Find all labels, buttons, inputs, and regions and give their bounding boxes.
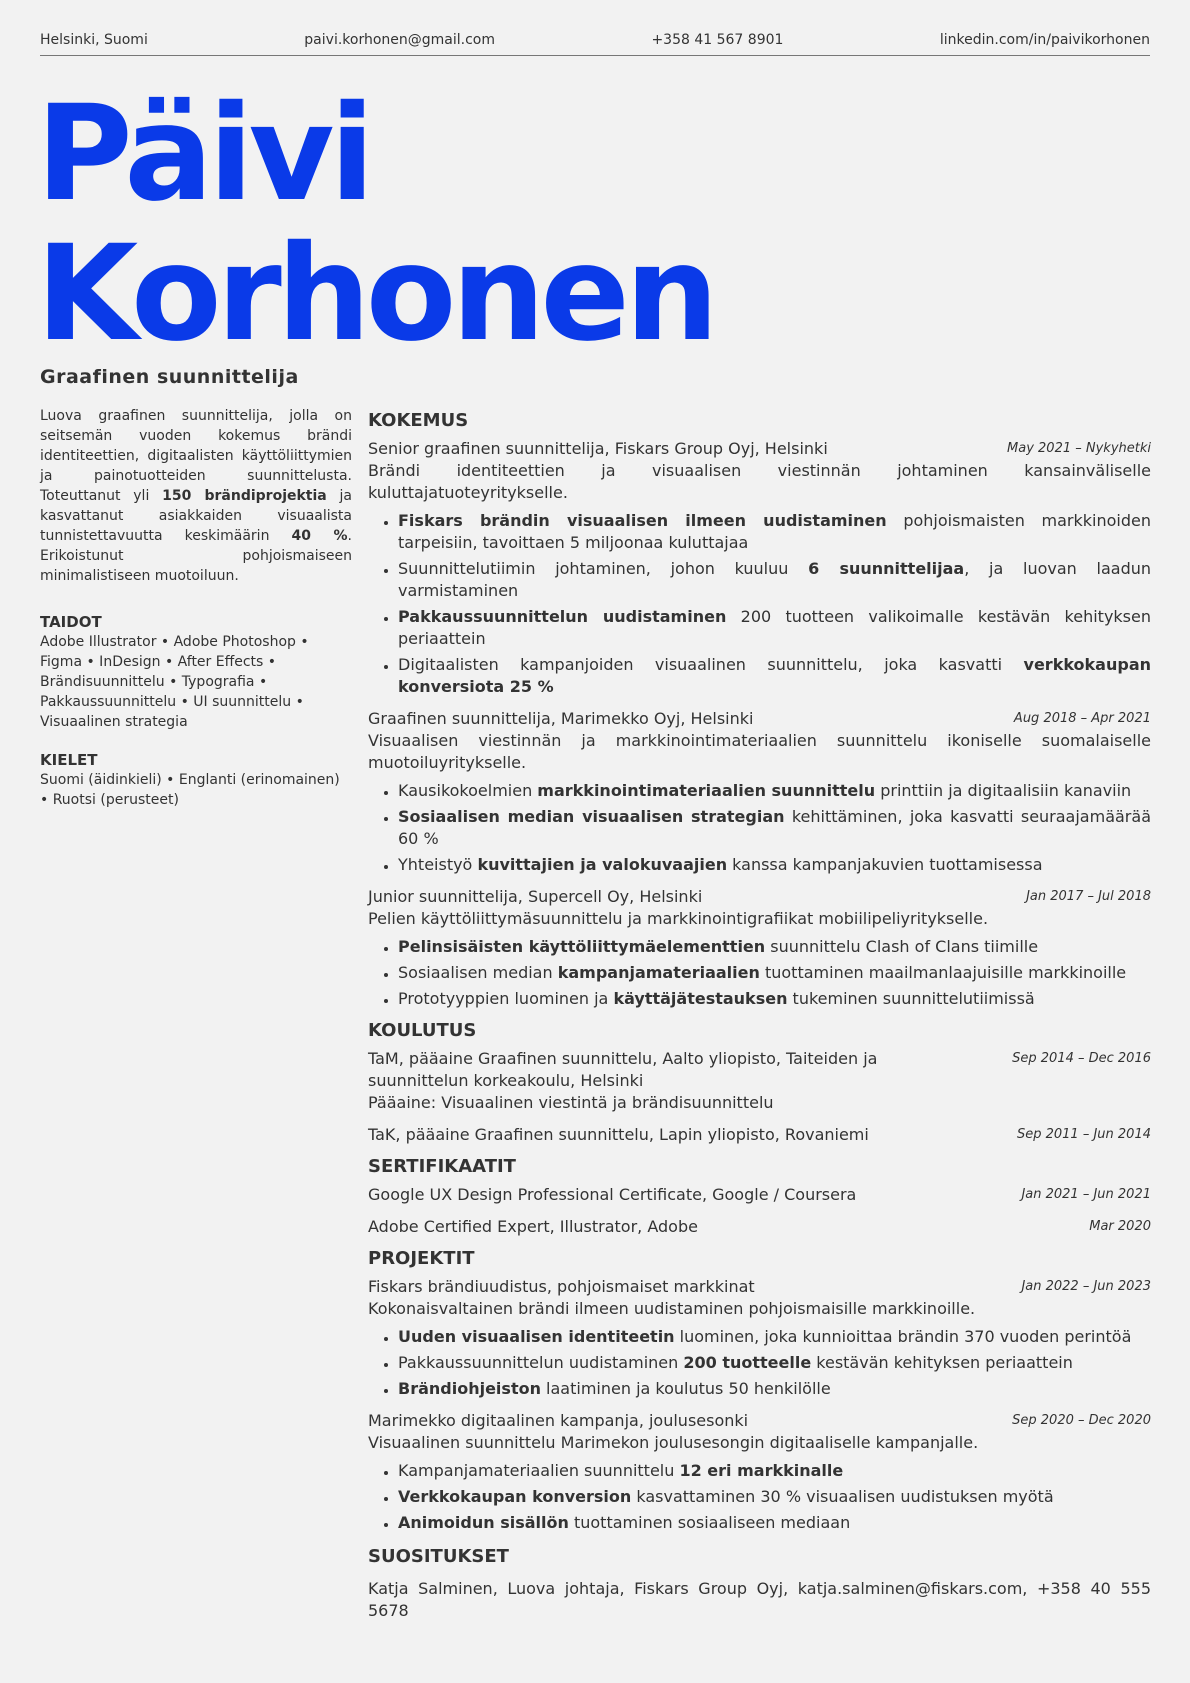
job-entry-header bbox=[368, 438, 1151, 460]
bullet-item: • Pakkaussuunnittelun uudistaminen 200 tuotteelle kestävän kehityksen periaattein bbox=[398, 1352, 1151, 1374]
contact-linkedin[interactable]: linkedin.com/in/paivikorhonen bbox=[939, 32, 1150, 48]
project-description: Visuaalinen suunnittelu Marimekon joulusesongin digitaaliselle kampanjalle. bbox=[368, 1433, 979, 1452]
project-entry bbox=[368, 1276, 1151, 1400]
bullet-item: • Digitaalisten kampanjoiden visuaalinen suunnittelu, joka kasvatti verkkokaupan konversiota 25 % bbox=[398, 654, 1151, 698]
contact-bar bbox=[40, 32, 1150, 56]
project-date: Sep 2020 – Dec 2020 bbox=[1012, 1413, 1151, 1428]
project-bullets bbox=[368, 1326, 1151, 1400]
contact-phone[interactable]: +358 41 567 8901 bbox=[651, 32, 784, 48]
bullet-item: • Suunnittelutiimin johtaminen, johon kuuluu 6 suunnittelijaa, ja luovan laadun varmistaminen bbox=[398, 558, 1151, 602]
bullet-item: • Pakkaussuunnittelun uudistaminen 200 tuotteen valikoimalle kestävän kehityksen periaattein bbox=[398, 606, 1151, 650]
education-date: Sep 2011 – Jun 2014 bbox=[1016, 1127, 1151, 1142]
certificates-list bbox=[368, 1184, 1151, 1238]
references-heading: SUOSITUKSET bbox=[368, 1546, 509, 1567]
certificate-title: Adobe Certified Expert, Illustrator, Adobe bbox=[368, 1217, 698, 1236]
job-entry-header bbox=[368, 886, 1151, 908]
bullet-item: • Brändiohjeiston laatiminen ja koulutus 50 henkilölle bbox=[398, 1378, 1151, 1400]
project-bullets bbox=[368, 1460, 1151, 1534]
education-list bbox=[368, 1048, 1151, 1146]
certificate-entry-header bbox=[368, 1184, 1151, 1206]
job-entry bbox=[368, 438, 1151, 698]
bullet-item: • Animoidun sisällön tuottaminen sosiaaliseen mediaan bbox=[398, 1512, 1151, 1534]
job-bullets bbox=[368, 780, 1151, 876]
project-title: Marimekko digitaalinen kampanja, joulusesonki bbox=[368, 1411, 749, 1430]
job-description: Visuaalisen viestinnän ja markkinointimateriaalien suunnittelu ikoniselle suomalaiselle muotoiluyritykselle. bbox=[368, 731, 1151, 772]
certificate-date: Jan 2021 – Jun 2021 bbox=[1021, 1187, 1151, 1202]
languages-heading: KIELET bbox=[40, 751, 98, 769]
first-name: Päivi bbox=[36, 77, 370, 231]
project-entry-header bbox=[368, 1410, 1151, 1432]
job-date: Aug 2018 – Apr 2021 bbox=[1013, 711, 1151, 726]
certificate-title: Google UX Design Professional Certificate, Google / Coursera bbox=[368, 1185, 857, 1204]
job-description: Brändi identiteettien ja visuaalisen viestinnän johtaminen kansainväliselle kuluttajatuoteyritykselle. bbox=[368, 461, 1151, 502]
job-title: Graafinen suunnittelija, Marimekko Oyj, Helsinki bbox=[368, 709, 754, 728]
bullet-item: • Prototyyppien luominen ja käyttäjätestauksen tukeminen suunnittelutiimissä bbox=[398, 988, 1151, 1010]
job-bullets bbox=[368, 510, 1151, 698]
job-date: May 2021 – Nykyhetki bbox=[1007, 441, 1151, 456]
references-text: Katja Salminen, Luova johtaja, Fiskars Group Oyj, katja.salminen@fiskars.com, +358 40 555 5678 bbox=[368, 1579, 1151, 1620]
profile-summary: Luova graafinen suunnittelija, jolla on seitsemän vuoden kokemus brändi identiteettien, digitaalisten käyttöliittymien ja painotuotteiden suunnittelusta. Toteuttanut yli 150 brändiprojektia ja kasvattanut asiakkaiden visuaalista tunnistettavuutta keskimäärin 40 %. Erikoistunut pohjoismaiseen minimalistiseen muotoiluun. bbox=[40, 408, 352, 584]
education-date: Sep 2014 – Dec 2016 bbox=[1012, 1051, 1151, 1066]
bullet-item: • Sosiaalisen median visuaalisen strategian kehittäminen, joka kasvatti seuraajamäärää 60 % bbox=[398, 806, 1151, 850]
candidate-name bbox=[36, 77, 714, 371]
projects-heading: PROJEKTIT bbox=[368, 1248, 475, 1269]
skills-heading: TAIDOT bbox=[40, 613, 102, 631]
education-title: TaK, pääaine Graafinen suunnittelu, Lapin yliopisto, Rovaniemi bbox=[368, 1125, 869, 1144]
skills-list: Adobe Illustrator • Adobe Photoshop • Figma • InDesign • After Effects • Brändisuunnittelu • Typografia • Pakkaussuunnittelu • UI suunnittelu • Visuaalinen strategia bbox=[40, 634, 309, 730]
job-description: Pelien käyttöliittymäsuunnittelu ja markkinointigrafiikat mobiilipeliyritykselle. bbox=[368, 909, 989, 928]
bullet-item: • Verkkokaupan konversion kasvattaminen 30 % visuaalisen uudistuksen myötä bbox=[398, 1486, 1151, 1508]
education-description: Pääaine: Visuaalinen viestintä ja brändisuunnittelu bbox=[368, 1093, 774, 1112]
last-name: Korhonen bbox=[36, 217, 714, 371]
job-title: Junior suunnittelija, Supercell Oy, Helsinki bbox=[368, 887, 703, 906]
certificate-entry bbox=[368, 1184, 1151, 1206]
experience-heading: KOKEMUS bbox=[368, 410, 469, 431]
bullet-item: • Pelinsisäisten käyttöliittymäelementtien suunnittelu Clash of Clans tiimille bbox=[398, 936, 1151, 958]
project-description: Kokonaisvaltainen brändi ilmeen uudistaminen pohjoismaisille markkinoille. bbox=[368, 1299, 976, 1318]
bullet-item: • Kampanjamateriaalien suunnittelu 12 eri markkinalle bbox=[398, 1460, 1151, 1482]
experience-list bbox=[368, 438, 1151, 1010]
job-title: Senior graafinen suunnittelija, Fiskars Group Oyj, Helsinki bbox=[368, 439, 828, 458]
projects-list bbox=[368, 1276, 1151, 1534]
sidebar bbox=[40, 406, 352, 828]
bullet-item: • Fiskars brändin visuaalisen ilmeen uudistaminen pohjoismaisten markkinoiden tarpeisiin, tavoittaen 5 miljoonaa kuluttajaa bbox=[398, 510, 1151, 554]
certificate-entry bbox=[368, 1216, 1151, 1238]
job-role: Graafinen suunnittelija bbox=[40, 366, 299, 388]
bullet-item: • Kausikokoelmien markkinointimateriaalien suunnittelu printtiin ja digitaalisiin kanaviin bbox=[398, 780, 1151, 802]
project-entry bbox=[368, 1410, 1151, 1534]
project-entry-header bbox=[368, 1276, 1151, 1298]
contact-location: Helsinki, Suomi bbox=[40, 32, 148, 48]
main-column bbox=[368, 404, 1151, 1622]
education-heading: KOULUTUS bbox=[368, 1020, 477, 1041]
bullet-item: • Uuden visuaalisen identiteetin luominen, joka kunnioittaa brändin 370 vuoden perintöä bbox=[398, 1326, 1151, 1348]
contact-email[interactable]: paivi.korhonen@gmail.com bbox=[304, 32, 495, 48]
job-entry-header bbox=[368, 708, 1151, 730]
project-title: Fiskars brändiuudistus, pohjoismaiset markkinat bbox=[368, 1277, 755, 1296]
job-date: Jan 2017 – Jul 2018 bbox=[1026, 889, 1151, 904]
job-entry bbox=[368, 886, 1151, 1010]
education-entry-header bbox=[368, 1048, 1151, 1092]
education-entry bbox=[368, 1124, 1151, 1146]
education-entry-header bbox=[368, 1124, 1151, 1146]
certificates-heading: SERTIFIKAATIT bbox=[368, 1156, 516, 1177]
education-entry bbox=[368, 1048, 1151, 1114]
education-title: TaM, pääaine Graafinen suunnittelu, Aalto yliopisto, Taiteiden ja suunnittelun korkeakoulu, Helsinki bbox=[368, 1049, 878, 1090]
languages-list: Suomi (äidinkieli) • Englanti (erinomainen) • Ruotsi (perusteet) bbox=[40, 772, 340, 808]
job-entry bbox=[368, 708, 1151, 876]
project-date: Jan 2022 – Jun 2023 bbox=[1021, 1279, 1151, 1294]
certificate-date: Mar 2020 bbox=[1089, 1219, 1151, 1234]
bullet-item: • Sosiaalisen median kampanjamateriaalien tuottaminen maailmanlaajuisille markkinoille bbox=[398, 962, 1151, 984]
job-bullets bbox=[368, 936, 1151, 1010]
certificate-entry-header bbox=[368, 1216, 1151, 1238]
bullet-item: • Yhteistyö kuvittajien ja valokuvaajien kanssa kampanjakuvien tuottamisessa bbox=[398, 854, 1151, 876]
